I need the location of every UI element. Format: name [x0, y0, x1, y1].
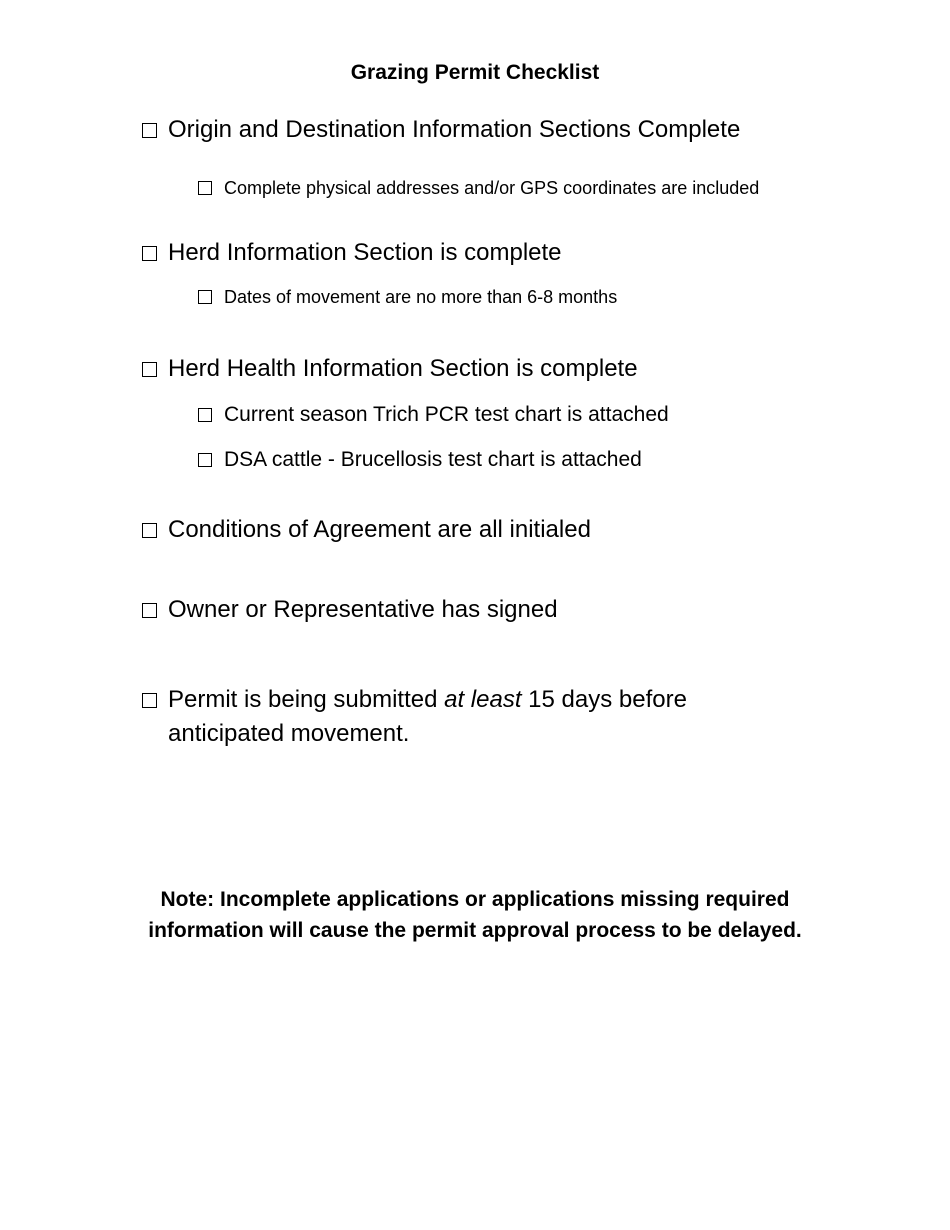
checklist-subitem-dates-movement — [198, 284, 617, 310]
checklist-item-owner-signed — [142, 593, 558, 627]
checkbox[interactable] — [142, 123, 157, 138]
checkbox[interactable] — [198, 453, 212, 467]
submission-emphasis: at least — [444, 686, 522, 713]
checkbox[interactable] — [142, 246, 157, 261]
checklist-item-label: Origin and Destination Information Sections Complete — [168, 116, 741, 143]
checkbox[interactable] — [142, 693, 157, 708]
note-line-2: information will cause the permit approval process to be delayed. — [148, 919, 802, 942]
checkbox[interactable] — [142, 362, 157, 377]
checklist-subitem-trich-pcr — [198, 400, 669, 430]
note-line-1: Note: Incomplete applications or applications missing required — [160, 888, 790, 911]
checkbox[interactable] — [142, 603, 157, 618]
checklist-item-label: Herd Information Section is complete — [168, 239, 562, 266]
checkbox[interactable] — [198, 290, 212, 304]
checklist-item-label: Owner or Representative has signed — [168, 596, 558, 623]
checklist-subitem-label: Complete physical addresses and/or GPS coordinates are included — [224, 178, 760, 198]
checklist-subitem-label: DSA cattle - Brucellosis test chart is attached — [224, 448, 642, 471]
page-title: Grazing Permit Checklist — [350, 61, 600, 84]
checklist-item-origin-destination — [142, 113, 740, 147]
checklist-subitem-label: Dates of movement are no more than 6-8 months — [224, 287, 618, 307]
checkbox[interactable] — [198, 408, 212, 422]
checklist-item-label — [168, 683, 768, 751]
checkbox[interactable] — [198, 181, 212, 195]
submission-text-after: 15 days before anticipated movement. — [168, 686, 687, 747]
checklist-item-submission-timing — [142, 683, 768, 751]
checklist-item-conditions-agreement — [142, 513, 591, 547]
checklist-subitem-dsa-brucellosis — [198, 445, 642, 475]
checklist-item-label: Herd Health Information Section is complete — [168, 355, 638, 382]
checklist-item-herd-health — [142, 352, 638, 386]
checkbox[interactable] — [142, 523, 157, 538]
submission-text-before: Permit is being submitted — [168, 686, 445, 713]
delay-note — [0, 884, 950, 946]
checklist-subitem-label: Current season Trich PCR test chart is attached — [224, 403, 669, 426]
checklist-item-herd-info — [142, 236, 562, 270]
checklist-subitem-addresses-gps — [198, 175, 759, 201]
checklist-item-label: Conditions of Agreement are all initialed — [168, 516, 591, 543]
